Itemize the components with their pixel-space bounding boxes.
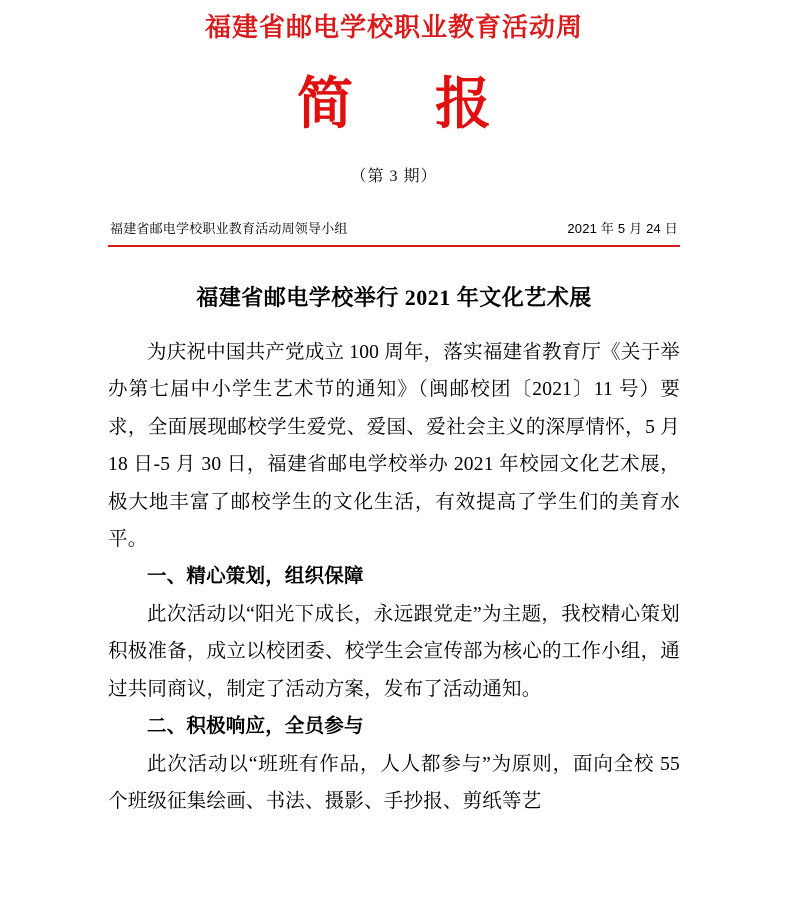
- section-subheading: 一、精心策划，组织保障: [147, 566, 364, 588]
- section-subheading: 二、积极响应，全员参与: [147, 716, 364, 738]
- document-page: [0, 12, 788, 919]
- red-divider: [108, 245, 680, 247]
- paragraph: 此次活动以“阳光下成长，永远跟党走”为主题，我校精心策划积极准备，成立以校团委、校学生会宣传部为核心的工作小组，通过共同商议，制定了活动方案，发布了活动通知。: [108, 603, 680, 700]
- issue-date: 2021 年 5 月 24 日: [567, 220, 678, 236]
- document-meta: [108, 218, 680, 243]
- article-title: 福建省邮电学校举行 2021 年文化艺术展: [196, 284, 592, 310]
- paragraph: 此次活动以“班班有作品，人人都参与”为原则，面向全校 55 个班级征集绘画、书法、摄影、手抄报、剪纸等艺: [108, 753, 680, 813]
- bulletin-title: 简 报: [297, 74, 525, 137]
- bulletin-issue: （第 3 期）: [350, 167, 438, 185]
- issuer-label: 福建省邮电学校职业教育活动周领导小组: [110, 220, 348, 236]
- masthead-title: 福建省邮电学校职业教育活动周: [204, 13, 583, 42]
- article-body: [108, 334, 680, 821]
- paragraph: 为庆祝中国共产党成立 100 周年，落实福建省教育厅《关于举办第七届中小学生艺术节的通知》（闽邮校团〔2021〕11 号）要求，全面展现邮校学生爱党、爱国、爱社会主义的深厚情怀，5 月 18 日-5 月 30 日，福建省邮电学校举办 2021 年校园文化艺术展，极大地丰富了邮校学生的文化生活，有效提高了学生们的美育水平。: [108, 341, 680, 550]
